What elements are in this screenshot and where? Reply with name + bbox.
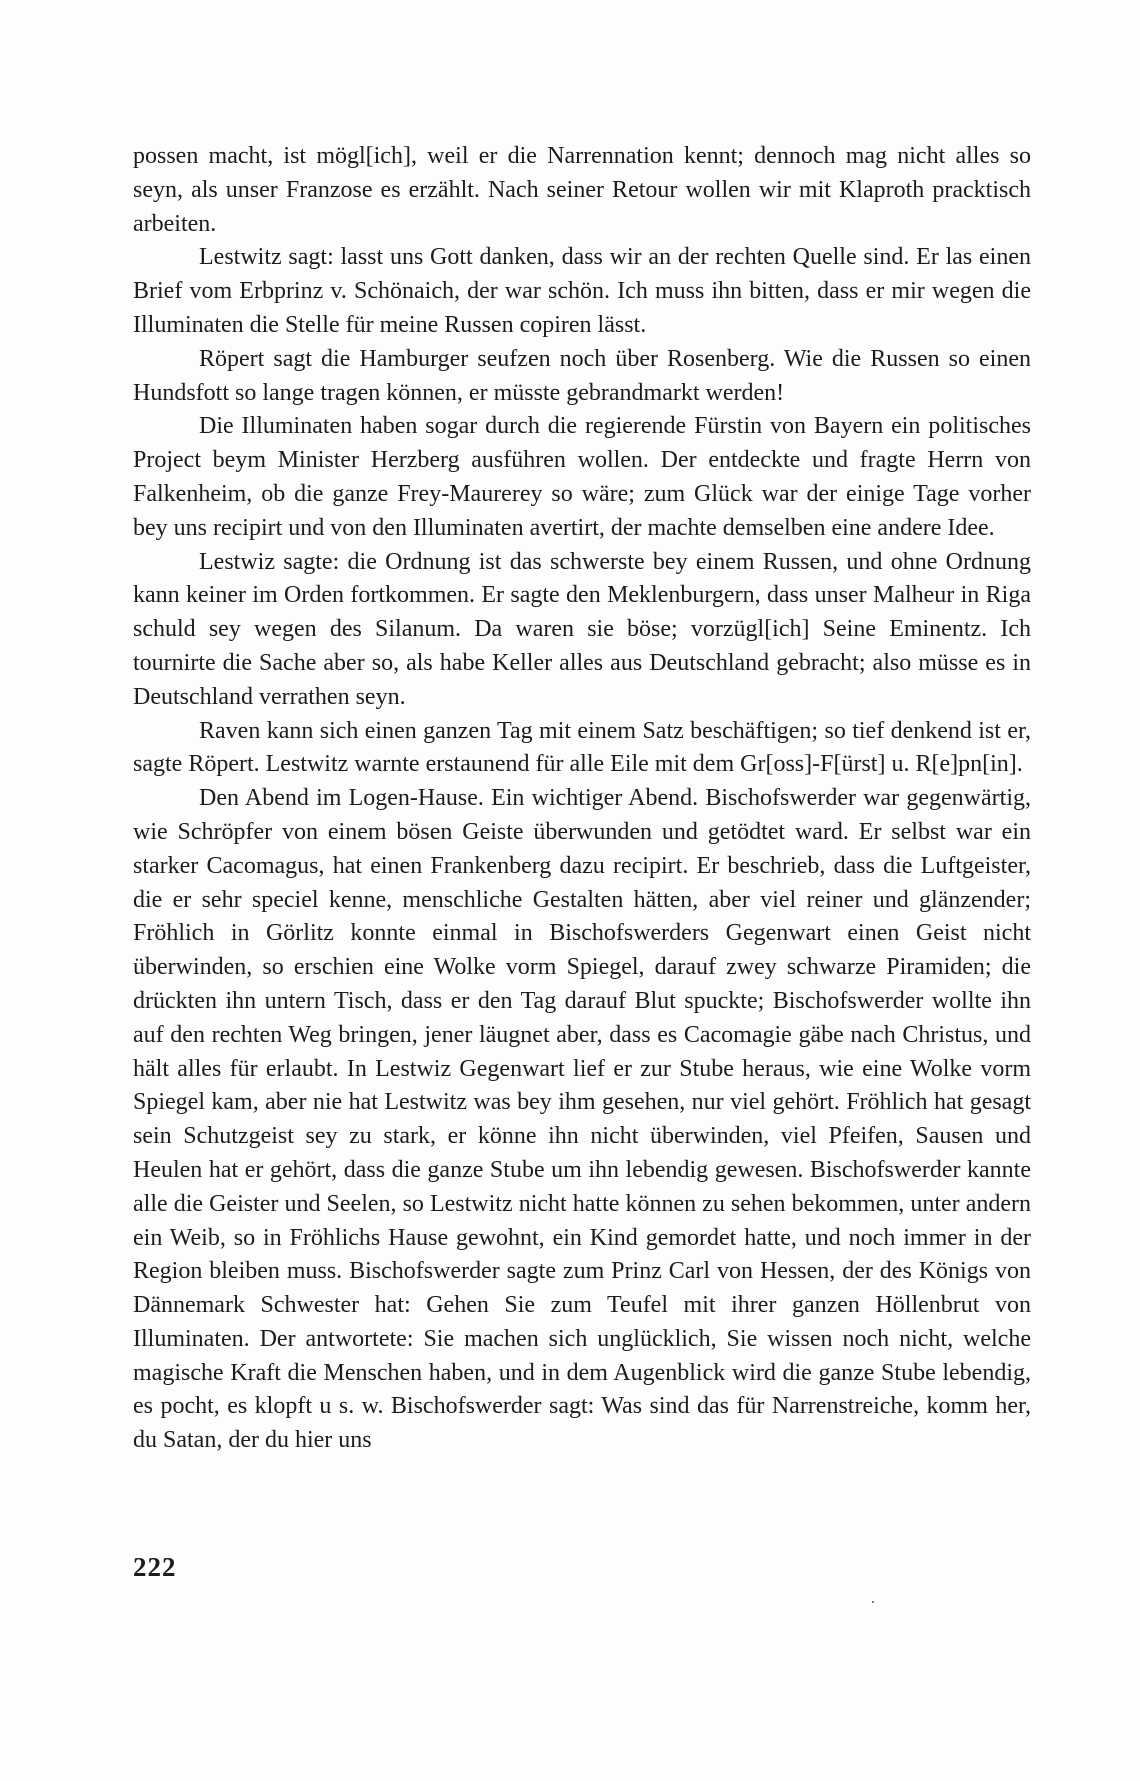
paragraph-5: Lestwiz sagte: die Ordnung ist das schwerste bey einem Russen, und ohne Ordnung kann keiner im Orden fortkommen. Er sagte den Meklenburgern, dass unser Malheur in Riga schuld sey wegen des Silanum. Da waren sie böse; vorzügl[ich] Seine Eminentz. Ich tournirte die Sache aber so, als habe Keller alles aus Deutschland gebracht; also müsse es in Deutschland verrathen seyn.	[133, 548, 1031, 710]
page-body-text	[133, 140, 1031, 1458]
page-number: 222	[133, 1552, 177, 1582]
paragraph-6: Raven kann sich einen ganzen Tag mit einem Satz beschäftigen; so tief denkend ist er, sagte Röpert. Lestwitz warnte erstaunend für alle Eile mit dem Gr[oss]-F[ürst] u. R[e]pn[in].	[133, 717, 1031, 778]
scan-speck	[872, 1601, 874, 1603]
paragraph-7: Den Abend im Logen-Hause. Ein wichtiger Abend. Bischofswerder war gegenwärtig, wie Schröpfer von einem bösen Geiste überwunden und getödtet ward. Er selbst war ein starker Cacomagus, hat einen Frankenberg dazu recipirt. Er beschrieb, dass die Luftgeister, die er sehr speciel kenne, menschliche Gestalten hätten, aber viel reiner und glänzender; Fröhlich in Görlitz konnte einmal in Bischofswerders Gegenwart einen Geist nicht überwinden, so erschien eine Wolke vorm Spiegel, darauf zwey schwarze Piramiden; die drückten ihn untern Tisch, dass er den Tag darauf Blut spuckte; Bischofswerder wollte ihn auf den rechten Weg bringen, jener läugnet aber, dass es Cacomagie gäbe nach Christus, und hält alles für erlaubt. In Lestwiz Gegenwart lief er zur Stube heraus, wie eine Wolke vorm Spiegel kam, aber nie hat Lestwitz was bey ihm gesehen, nur viel gehört. Fröhlich hat gesagt sein Schutzgeist sey zu stark, er könne ihn nicht überwinden, viel Pfeifen, Sausen und Heulen hat er gehört, dass die ganze Stube um ihn lebendig gewesen. Bischofswerder kannte alle die Geister und Seelen, so Lestwitz nicht hatte können zu sehen bekommen, unter andern ein Weib, so in Fröhlichs Hause gewohnt, ein Kind gemordet hatte, und noch immer in der Region bleiben muss. Bischofswerder sagte zum Prinz Carl von Hessen, der des Königs von Dännemark Schwester hat: Gehen Sie zum Teufel mit ihrer ganzen Höllenbrut von Illuminaten. Der antwortete: Sie machen sich unglücklich, Sie wissen noch nicht, welche magische Kraft die Menschen haben, und in dem Augenblick wird die ganze Stube lebendig, es pocht, es klopft u s. w. Bischofswerder sagt: Was sind das für Narrenstreiche, komm her, du Satan, der du hier uns	[133, 785, 1031, 1454]
paragraph-1: possen macht, ist mögl[ich], weil er die Narrennation kennt; dennoch mag nicht alles so seyn, als unser Franzose es erzählt. Nach seiner Retour wollen wir mit Klaproth pracktisch arbeiten.	[133, 143, 1031, 237]
paragraph-2: Lestwitz sagt: lasst uns Gott danken, dass wir an der rechten Quelle sind. Er las einen Brief vom Erbprinz v. Schönaich, der war schön. Ich muss ihn bitten, dass er mir wegen die Illuminaten die Stelle für meine Russen copiren lässt.	[133, 244, 1031, 338]
paragraph-3: Röpert sagt die Hamburger seufzen noch über Rosenberg. Wie die Russen so einen Hundsfott so lange tragen können, er müsste gebrandmarkt werden!	[133, 345, 1031, 406]
paragraph-4: Die Illuminaten haben sogar durch die regierende Fürstin von Bayern ein politisches Project beym Minister Herzberg ausführen wollen. Der entdeckte und fragte Herrn von Falkenheim, ob die ganze Frey-Maurerey so wäre; zum Glück war der einige Tage vorher bey uns recipirt und von den Illuminaten avertirt, der machte demselben eine andere Idee.	[133, 413, 1031, 541]
